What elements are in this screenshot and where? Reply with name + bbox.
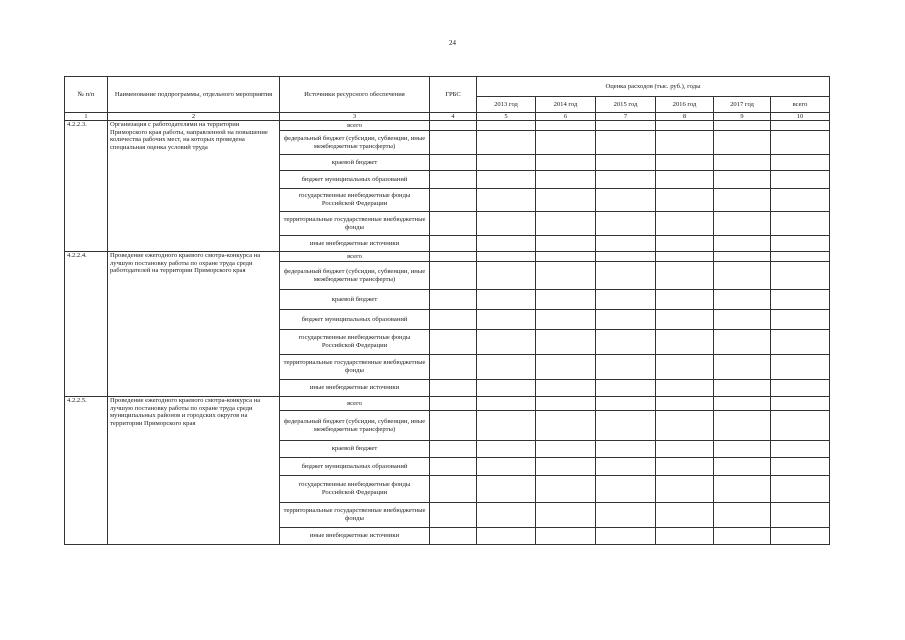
value-cell: [771, 155, 830, 171]
source-label: государственные внебюджетные фонды Российской Федерации: [280, 476, 430, 503]
column-number: 8: [656, 113, 714, 121]
value-cell: [714, 411, 771, 441]
value-cell: [596, 441, 656, 458]
value-cell: [536, 411, 596, 441]
column-number: 1: [65, 113, 108, 121]
source-label: территориальные государственные внебюджетные фонды: [280, 212, 430, 236]
header-year: 2014 год: [536, 97, 596, 113]
value-cell: [656, 355, 714, 380]
value-cell: [477, 290, 536, 310]
value-cell: [536, 330, 596, 355]
grbs-cell: [430, 397, 477, 411]
value-cell: [714, 171, 771, 189]
value-cell: [771, 397, 830, 411]
value-cell: [536, 212, 596, 236]
value-cell: [536, 155, 596, 171]
value-cell: [536, 189, 596, 212]
source-label: федеральный бюджет (субсидии, субвенции, иные межбюджетные трансферты): [280, 262, 430, 290]
source-label: бюджет муниципальных образований: [280, 310, 430, 330]
value-cell: [771, 411, 830, 441]
grbs-cell: [430, 212, 477, 236]
value-cell: [536, 380, 596, 397]
value-cell: [596, 262, 656, 290]
grbs-cell: [430, 189, 477, 212]
value-cell: [477, 380, 536, 397]
header-grbs: ГРБС: [430, 77, 477, 113]
grbs-cell: [430, 503, 477, 528]
grbs-cell: [430, 355, 477, 380]
value-cell: [771, 131, 830, 155]
source-label: бюджет муниципальных образований: [280, 171, 430, 189]
value-cell: [771, 189, 830, 212]
value-cell: [536, 528, 596, 545]
value-cell: [656, 411, 714, 441]
value-cell: [536, 262, 596, 290]
column-number: 5: [477, 113, 536, 121]
source-label: государственные внебюджетные фонды Российской Федерации: [280, 330, 430, 355]
section-name: Проведение ежегодного краевого смотра-конкурса на лучшую постановку работы по охране труда среди работодателей на территории Приморского края: [108, 252, 280, 397]
value-cell: [477, 330, 536, 355]
value-cell: [656, 131, 714, 155]
header-costs: Оценка расходов (тыс. руб.), годы: [477, 77, 830, 97]
value-cell: [536, 131, 596, 155]
value-cell: [656, 330, 714, 355]
section-code: 4.2.2.3.: [65, 121, 108, 252]
value-cell: [477, 252, 536, 262]
value-cell: [714, 121, 771, 131]
value-cell: [596, 236, 656, 252]
value-cell: [656, 458, 714, 476]
source-label: всего: [280, 252, 430, 262]
value-cell: [714, 528, 771, 545]
value-cell: [771, 212, 830, 236]
header-name: Наименование подпрограммы, отдельного мероприятия: [108, 77, 280, 113]
value-cell: [656, 380, 714, 397]
value-cell: [714, 330, 771, 355]
value-cell: [477, 397, 536, 411]
value-cell: [477, 310, 536, 330]
value-cell: [536, 171, 596, 189]
source-label: иные внебюджетные источники: [280, 528, 430, 545]
source-label: всего: [280, 121, 430, 131]
grbs-cell: [430, 380, 477, 397]
value-cell: [596, 290, 656, 310]
header-year: 2015 год: [596, 97, 656, 113]
column-number: 9: [714, 113, 771, 121]
table-row: [65, 397, 830, 411]
value-cell: [477, 411, 536, 441]
value-cell: [477, 441, 536, 458]
value-cell: [656, 290, 714, 310]
budget-table: [64, 76, 830, 545]
value-cell: [536, 355, 596, 380]
grbs-cell: [430, 528, 477, 545]
value-cell: [596, 252, 656, 262]
value-cell: [596, 528, 656, 545]
value-cell: [714, 262, 771, 290]
value-cell: [714, 155, 771, 171]
table-row: [65, 121, 830, 131]
value-cell: [477, 131, 536, 155]
value-cell: [714, 310, 771, 330]
value-cell: [536, 503, 596, 528]
source-label: федеральный бюджет (субсидии, субвенции, иные межбюджетные трансферты): [280, 411, 430, 441]
value-cell: [536, 310, 596, 330]
section-code: 4.2.2.4.: [65, 252, 108, 397]
value-cell: [771, 290, 830, 310]
value-cell: [714, 441, 771, 458]
value-cell: [536, 252, 596, 262]
grbs-cell: [430, 310, 477, 330]
value-cell: [656, 476, 714, 503]
value-cell: [771, 476, 830, 503]
value-cell: [656, 503, 714, 528]
grbs-cell: [430, 411, 477, 441]
value-cell: [714, 252, 771, 262]
value-cell: [771, 355, 830, 380]
value-cell: [771, 528, 830, 545]
page-number: 24: [449, 39, 456, 47]
grbs-cell: [430, 476, 477, 503]
source-label: федеральный бюджет (субсидии, субвенции, иные межбюджетные трансферты): [280, 131, 430, 155]
header-num: № п/п: [65, 77, 108, 113]
value-cell: [596, 355, 656, 380]
value-cell: [477, 458, 536, 476]
grbs-cell: [430, 458, 477, 476]
value-cell: [596, 380, 656, 397]
value-cell: [656, 189, 714, 212]
value-cell: [714, 476, 771, 503]
source-label: территориальные государственные внебюджетные фонды: [280, 503, 430, 528]
value-cell: [656, 441, 714, 458]
source-label: территориальные государственные внебюджетные фонды: [280, 355, 430, 380]
value-cell: [536, 290, 596, 310]
value-cell: [771, 171, 830, 189]
value-cell: [536, 397, 596, 411]
value-cell: [771, 503, 830, 528]
value-cell: [477, 189, 536, 212]
value-cell: [536, 236, 596, 252]
value-cell: [771, 262, 830, 290]
value-cell: [596, 503, 656, 528]
value-cell: [477, 503, 536, 528]
value-cell: [714, 212, 771, 236]
value-cell: [771, 310, 830, 330]
value-cell: [596, 155, 656, 171]
grbs-cell: [430, 131, 477, 155]
value-cell: [771, 458, 830, 476]
column-number: 6: [536, 113, 596, 121]
value-cell: [536, 476, 596, 503]
value-cell: [656, 236, 714, 252]
value-cell: [596, 397, 656, 411]
value-cell: [771, 121, 830, 131]
value-cell: [714, 458, 771, 476]
value-cell: [714, 355, 771, 380]
value-cell: [477, 236, 536, 252]
value-cell: [477, 528, 536, 545]
value-cell: [477, 121, 536, 131]
value-cell: [596, 121, 656, 131]
table-row: [65, 252, 830, 262]
value-cell: [656, 252, 714, 262]
header-year: 2017 год: [714, 97, 771, 113]
value-cell: [477, 212, 536, 236]
value-cell: [536, 458, 596, 476]
value-cell: [596, 131, 656, 155]
grbs-cell: [430, 330, 477, 355]
value-cell: [656, 262, 714, 290]
value-cell: [536, 121, 596, 131]
grbs-cell: [430, 262, 477, 290]
source-label: бюджет муниципальных образований: [280, 458, 430, 476]
source-label: иные внебюджетные источники: [280, 236, 430, 252]
value-cell: [596, 212, 656, 236]
grbs-cell: [430, 441, 477, 458]
grbs-cell: [430, 236, 477, 252]
section-name: Организация с работодателями на территории Приморского края работы, направленной на повышение количества рабочих мест, на которых проведена специальная оценка условий труда: [108, 121, 280, 252]
section-code: 4.2.2.5.: [65, 397, 108, 545]
value-cell: [656, 171, 714, 189]
value-cell: [714, 189, 771, 212]
source-label: всего: [280, 397, 430, 411]
section-name: Проведение ежегодного краевого смотра-конкурса на лучшую постановку работы по охране труда среди муниципальных районов и городских округов на территории Приморского края: [108, 397, 280, 545]
value-cell: [771, 236, 830, 252]
value-cell: [477, 355, 536, 380]
value-cell: [714, 380, 771, 397]
column-number: 10: [771, 113, 830, 121]
value-cell: [656, 155, 714, 171]
value-cell: [596, 171, 656, 189]
grbs-cell: [430, 252, 477, 262]
value-cell: [656, 528, 714, 545]
value-cell: [596, 330, 656, 355]
grbs-cell: [430, 171, 477, 189]
value-cell: [596, 189, 656, 212]
value-cell: [714, 397, 771, 411]
source-label: краевой бюджет: [280, 290, 430, 310]
source-label: государственные внебюджетные фонды Российской Федерации: [280, 189, 430, 212]
value-cell: [596, 476, 656, 503]
header-year: 2013 год: [477, 97, 536, 113]
column-number: 7: [596, 113, 656, 121]
grbs-cell: [430, 290, 477, 310]
value-cell: [656, 397, 714, 411]
column-number: 3: [280, 113, 430, 121]
value-cell: [596, 411, 656, 441]
value-cell: [656, 121, 714, 131]
grbs-cell: [430, 155, 477, 171]
column-number: 2: [108, 113, 280, 121]
column-number: 4: [430, 113, 477, 121]
source-label: краевой бюджет: [280, 441, 430, 458]
value-cell: [477, 262, 536, 290]
value-cell: [771, 441, 830, 458]
value-cell: [477, 476, 536, 503]
value-cell: [596, 458, 656, 476]
header-total: всего: [771, 97, 830, 113]
value-cell: [656, 310, 714, 330]
value-cell: [771, 330, 830, 355]
value-cell: [596, 310, 656, 330]
value-cell: [714, 290, 771, 310]
header-year: 2016 год: [656, 97, 714, 113]
value-cell: [477, 155, 536, 171]
value-cell: [771, 380, 830, 397]
value-cell: [714, 131, 771, 155]
value-cell: [536, 441, 596, 458]
value-cell: [714, 503, 771, 528]
value-cell: [771, 252, 830, 262]
header-sources: Источники ресурсного обеспечения: [280, 77, 430, 113]
value-cell: [656, 212, 714, 236]
source-label: краевой бюджет: [280, 155, 430, 171]
value-cell: [714, 236, 771, 252]
source-label: иные внебюджетные источники: [280, 380, 430, 397]
value-cell: [477, 171, 536, 189]
grbs-cell: [430, 121, 477, 131]
